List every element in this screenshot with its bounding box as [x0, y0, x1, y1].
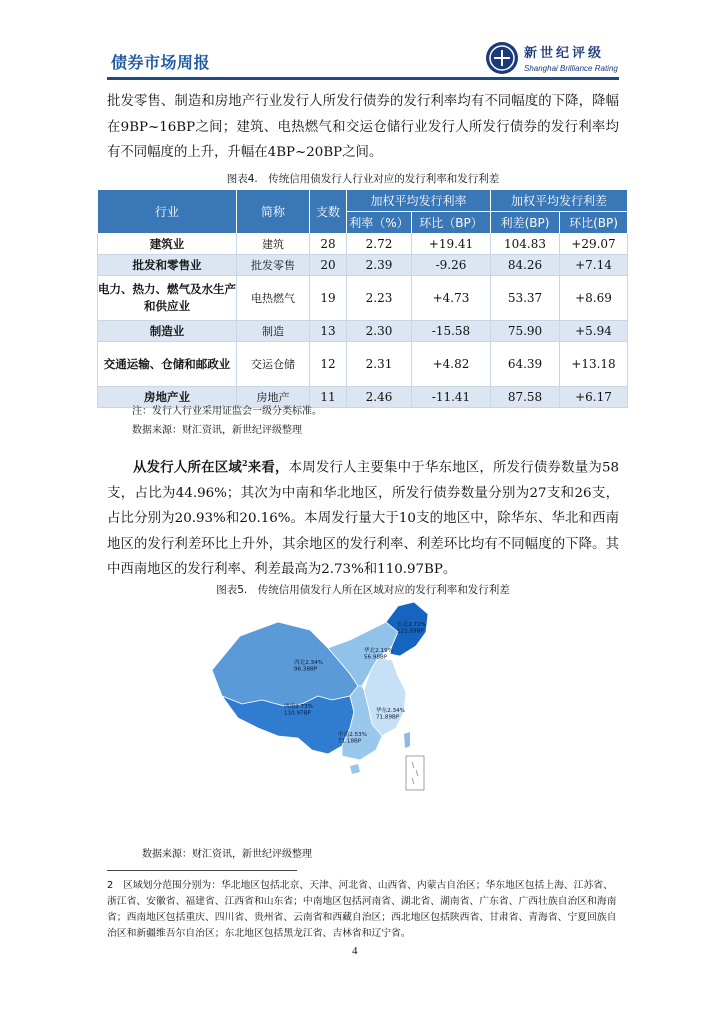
cell-industry: 批发和零售业 [98, 255, 237, 276]
region-label-line: 56.98BP [364, 654, 388, 661]
cell-rate-change: -11.41 [412, 387, 491, 408]
table-row [98, 342, 628, 387]
cell-spread: 53.37 [491, 276, 560, 321]
region-label-line: 东北2.71% [397, 622, 426, 628]
cell-industry: 制造业 [98, 321, 237, 342]
industry-rate-table [97, 189, 628, 408]
table-row [98, 321, 628, 342]
island-taiwan [404, 732, 410, 748]
header-rate-group: 加权平均发行利率 [347, 190, 491, 212]
cell-spread: 87.58 [491, 387, 560, 408]
header-rate-change: 环比（BP） [412, 212, 491, 234]
cell-count: 20 [310, 255, 347, 276]
cell-industry: 交通运输、仓储和邮政业 [98, 342, 237, 387]
label-north [364, 646, 393, 661]
cell-rate: 2.31 [347, 342, 412, 387]
cell-spread: 64.39 [491, 342, 560, 387]
paragraph-industry-summary: 批发零售、制造和房地产行业发行人所发行债券的发行利率均有不同幅度的下降，降幅在9BP~16BP之间；建筑、电热燃气和交运仓储行业发行人所发行债券的发行利率均有不同幅度的上升，升幅在4BP~20BP之间。 [107, 94, 619, 160]
cell-industry: 房地产业 [98, 387, 237, 408]
region-label-line: 华东2.34% [376, 708, 405, 714]
header-spread: 利差(BP) [491, 212, 560, 234]
label-northeast [397, 620, 426, 635]
cell-count: 19 [310, 276, 347, 321]
header-rate: 利率（%） [347, 212, 412, 234]
cell-abbr: 批发零售 [237, 255, 310, 276]
cell-spread-change: +13.18 [560, 342, 628, 387]
cell-spread-change: +7.14 [560, 255, 628, 276]
cell-industry: 电力、热力、燃气及水生产和供应业 [98, 276, 237, 321]
cell-count: 13 [310, 321, 347, 342]
logo-english-name: Shanghai Brilliance Rating [524, 64, 618, 73]
cell-rate-change: +19.41 [412, 234, 491, 255]
logo-chinese-name: 新世纪评级 [524, 46, 605, 61]
cell-spread: 84.26 [491, 255, 560, 276]
page-number: 4 [352, 945, 358, 957]
cell-count: 28 [310, 234, 347, 255]
label-southwest [284, 702, 313, 717]
region-label-line: 西北2.34% [294, 660, 323, 666]
cell-abbr: 交运仓储 [237, 342, 310, 387]
paragraph-body: 本周发行人主要集中于华东地区，所发行债券数量为58支，占比为44.96%；其次为中南和华北地区，所发行债券数量分别为27支和26支，占比分别为20.93%和20.16%。本周发行量大于10支的地区中，除华东、华北和西南地区的发行利差环比上升外，其余地区的发行利率、利差环比均有不同幅度的下降。其中西南地区的发行利率、利差最高为2.73%和110.97BP。 [107, 460, 620, 578]
table-row [98, 276, 628, 321]
cell-spread: 104.83 [491, 234, 560, 255]
cell-spread-change: +29.07 [560, 234, 628, 255]
cell-count: 11 [310, 387, 347, 408]
map-caption: 图表5. 传统信用债发行人所在区域对应的发行利率和发行利差 [216, 584, 510, 596]
cell-abbr: 制造 [237, 321, 310, 342]
region-label-line: 110.97BP [284, 710, 311, 717]
cell-rate: 2.39 [347, 255, 412, 276]
region-label-line: 96.38BP [294, 666, 318, 673]
cell-rate: 2.46 [347, 387, 412, 408]
paragraph-lead-tail: 来看， [247, 459, 289, 476]
footnote-rule [107, 870, 297, 871]
table-source: 数据来源：财汇资讯，新世纪评级整理 [132, 425, 302, 436]
cell-rate-change: -9.26 [412, 255, 491, 276]
table-caption: 图表4. 传统信用债发行人行业对应的发行利率和发行利差 [226, 173, 500, 185]
header-abbr: 简称 [237, 190, 310, 234]
region-label-line: 71.89BP [376, 714, 400, 721]
header-count: 支数 [310, 190, 347, 234]
cell-rate-change: -15.58 [412, 321, 491, 342]
region-label-line: 71.18BP [338, 738, 362, 745]
cell-rate: 2.72 [347, 234, 412, 255]
table-row [98, 234, 628, 255]
cell-rate: 2.30 [347, 321, 412, 342]
table-row [98, 255, 628, 276]
cell-rate: 2.23 [347, 276, 412, 321]
footnote-ref: 2 [241, 458, 248, 468]
paragraph-region-summary [107, 451, 619, 583]
header-industry: 行业 [98, 190, 237, 234]
report-title: 债券市场周报 [111, 53, 211, 72]
south-sea-inset [406, 756, 424, 790]
cell-abbr: 电热燃气 [237, 276, 310, 321]
region-label-line: 西南2.73% [284, 704, 313, 710]
china-region-map [200, 600, 520, 830]
cell-rate-change: +4.73 [412, 276, 491, 321]
cell-spread-change: +5.94 [560, 321, 628, 342]
paragraph-lead: 从发行人所在区域 [133, 459, 242, 476]
cell-spread-change: +6.17 [560, 387, 628, 408]
cell-rate-change: +4.82 [412, 342, 491, 387]
island-hainan [350, 764, 360, 774]
footnote: 2 区域划分范围分别为：华北地区包括北京、天津、河北省、山西省、内蒙古自治区；华东地区包括上海、江苏省、浙江省、安徽省、福建省、江西省和山东省；中南地区包括河南省、湖北省、湖南省、广东省、广西壮族自治区和海南省；西南地区包括重庆、四川省、贵州省、云南省和西藏自治区；西北地区包括陕西省、甘肃省、青海省、宁夏回族自治区和新疆维吾尔自治区；东北地区包括黑龙江省、吉林省和辽宁省。 [107, 880, 617, 939]
cell-spread: 75.90 [491, 321, 560, 342]
cell-abbr: 房地产 [237, 387, 310, 408]
cell-industry: 建筑业 [98, 234, 237, 255]
table-note: 注：发行人行业采用证监会一级分类标准。 [132, 406, 322, 417]
map-source: 数据来源：财汇资讯，新世纪评级整理 [142, 849, 312, 860]
header-rule [107, 77, 619, 80]
region-northwest [212, 622, 358, 706]
cell-spread-change: +8.69 [560, 276, 628, 321]
cell-abbr: 建筑 [237, 234, 310, 255]
cell-count: 12 [310, 342, 347, 387]
header-spread-group: 加权平均发行利差 [491, 190, 628, 212]
region-label-line: 华北2.19% [364, 648, 393, 654]
region-label-line: 中南2.53% [338, 732, 367, 738]
region-label-line: 121.59BP [397, 628, 424, 635]
header-spread-change: 环比(BP) [560, 212, 628, 234]
